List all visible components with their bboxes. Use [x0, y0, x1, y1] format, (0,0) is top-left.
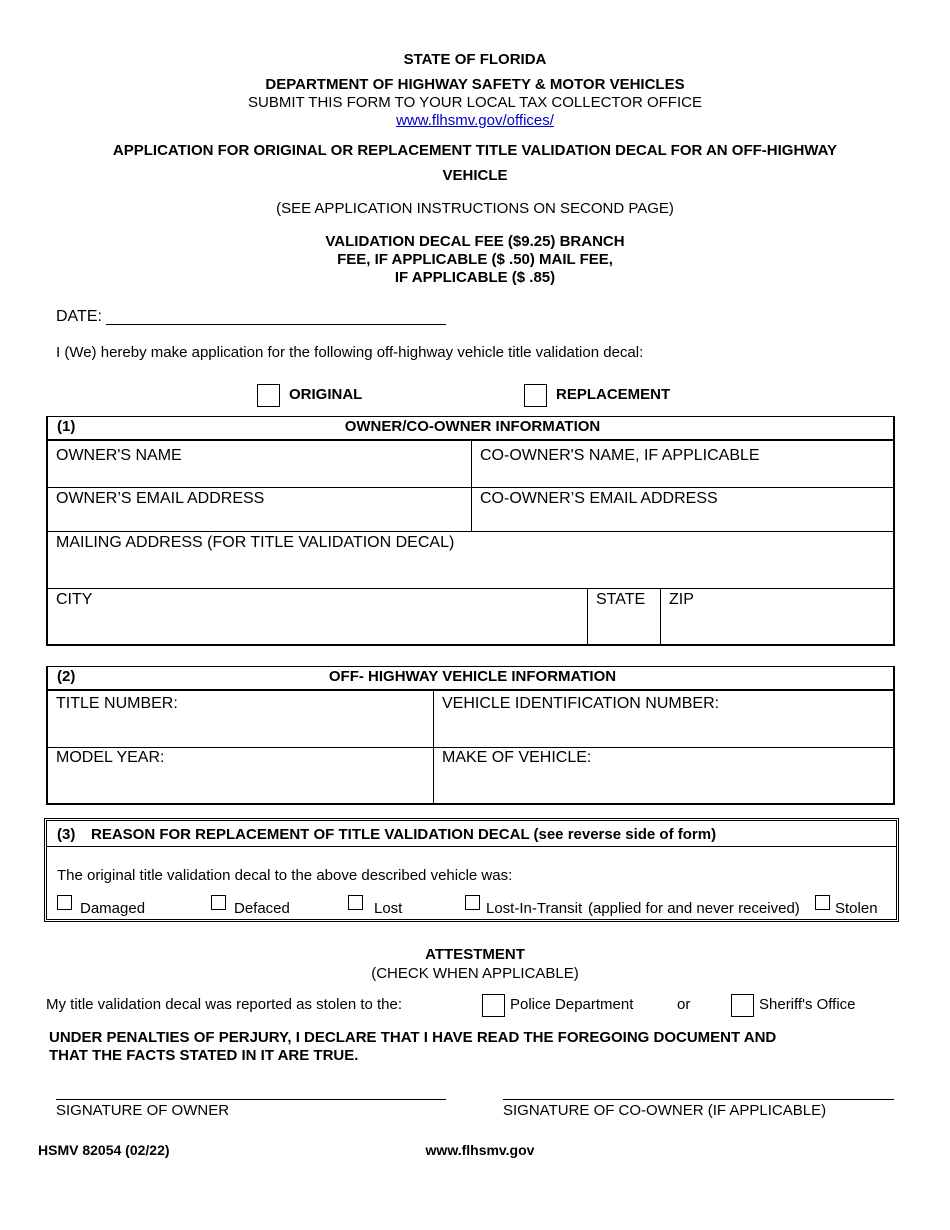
- sheriff-office-checkbox[interactable]: [731, 994, 754, 1017]
- section2-vehicle-info: [46, 666, 895, 805]
- state-field[interactable]: STATE: [596, 591, 646, 608]
- damaged-checkbox[interactable]: [57, 895, 72, 910]
- date-field[interactable]: [106, 324, 446, 325]
- mailing-address-field[interactable]: MAILING ADDRESS (FOR TITLE VALIDATION DECAL): [56, 534, 455, 551]
- department-heading: DEPARTMENT OF HIGHWAY SAFETY & MOTOR VEHICLES: [265, 76, 685, 93]
- section2-number: (2): [57, 668, 76, 685]
- replacement-checkbox[interactable]: [524, 384, 547, 407]
- section3-statement: The original title validation decal to the above described vehicle was:: [57, 867, 513, 884]
- replacement-label: REPLACEMENT: [556, 386, 671, 403]
- form-number: HSMV 82054 (02/22): [38, 1142, 170, 1158]
- lost-checkbox[interactable]: [348, 895, 363, 910]
- section1-owner-info: [46, 416, 895, 646]
- attestment-title: ATTESTMENT: [425, 946, 525, 963]
- coowner-signature-line[interactable]: [503, 1099, 894, 1100]
- defaced-checkbox[interactable]: [211, 895, 226, 910]
- row-divider-3: [48, 588, 895, 589]
- date-label: DATE:: [56, 308, 102, 325]
- owner-signature-line[interactable]: [56, 1099, 446, 1100]
- section3-number: (3): [57, 826, 76, 843]
- damaged-label: Damaged: [80, 900, 146, 917]
- owner-email-field[interactable]: OWNER’S EMAIL ADDRESS: [56, 490, 265, 507]
- stolen-statement: My title validation decal was reported as stolen to the:: [46, 996, 403, 1013]
- stolen-label: Stolen: [835, 900, 878, 917]
- state-zip-divider: [660, 588, 661, 645]
- section2-row-divider: [48, 747, 895, 748]
- attestment-subtitle: (CHECK WHEN APPLICABLE): [371, 965, 579, 982]
- original-label: ORIGINAL: [289, 386, 363, 403]
- model-year-field[interactable]: MODEL YEAR:: [56, 749, 165, 766]
- offices-link-wrap: [0, 112, 950, 129]
- lost-in-transit-note: (applied for and never received): [588, 900, 800, 917]
- stolen-checkbox[interactable]: [815, 895, 830, 910]
- defaced-label: Defaced: [234, 900, 290, 917]
- city-state-divider: [587, 588, 588, 645]
- coowner-email-field[interactable]: CO-OWNER’S EMAIL ADDRESS: [480, 490, 718, 507]
- lost-in-transit-checkbox[interactable]: [465, 895, 480, 910]
- or-text: or: [677, 996, 691, 1013]
- make-field[interactable]: MAKE OF VEHICLE:: [442, 749, 592, 766]
- section3-header-divider: [47, 846, 896, 847]
- section2-header-divider: [48, 689, 895, 691]
- city-field[interactable]: CITY: [56, 591, 93, 608]
- section3-title: REASON FOR REPLACEMENT OF TITLE VALIDATION DECAL (see reverse side of form): [91, 826, 717, 843]
- lost-label: Lost: [374, 900, 403, 917]
- fee-line3: IF APPLICABLE ($ .85): [394, 269, 556, 286]
- original-checkbox[interactable]: [257, 384, 280, 407]
- form-title-line1: APPLICATION FOR ORIGINAL OR REPLACEMENT TITLE VALIDATION DECAL FOR AN OFF-HIGHWAY: [112, 142, 838, 159]
- offices-link[interactable]: www.flhsmv.gov/offices/: [396, 112, 554, 129]
- perjury-line1: UNDER PENALTIES OF PERJURY, I DECLARE THAT I HAVE READ THE FOREGOING DOCUMENT AND: [49, 1029, 777, 1046]
- lost-in-transit-label: Lost-In-Transit: [486, 900, 583, 917]
- submit-note: SUBMIT THIS FORM TO YOUR LOCAL TAX COLLECTOR OFFICE: [248, 94, 702, 111]
- police-department-checkbox[interactable]: [482, 994, 505, 1017]
- police-department-label: Police Department: [510, 996, 634, 1013]
- fee-line2: FEE, IF APPLICABLE ($ .50) MAIL FEE,: [337, 251, 613, 268]
- section2-title: OFF- HIGHWAY VEHICLE INFORMATION: [328, 668, 617, 685]
- owner-signature-label: SIGNATURE OF OWNER: [56, 1102, 230, 1119]
- application-statement: I (We) hereby make application for the following off-highway vehicle title validation decal:: [56, 344, 644, 361]
- row-divider-2: [48, 531, 895, 532]
- zip-field[interactable]: ZIP: [669, 591, 694, 608]
- vin-field[interactable]: VEHICLE IDENTIFICATION NUMBER:: [442, 695, 720, 712]
- state-heading: STATE OF FLORIDA: [403, 51, 547, 68]
- coowner-name-field[interactable]: CO-OWNER'S NAME, IF APPLICABLE: [480, 447, 760, 464]
- row-divider-1: [48, 487, 895, 488]
- perjury-line2: THAT THE FACTS STATED IN IT ARE TRUE.: [49, 1047, 359, 1064]
- owner-name-field[interactable]: OWNER'S NAME: [56, 447, 182, 464]
- fee-line1: VALIDATION DECAL FEE ($9.25) BRANCH: [325, 233, 625, 250]
- section3-replacement-reason: [44, 818, 899, 922]
- sheriff-office-label: Sheriff's Office: [759, 996, 856, 1013]
- form-title-line2: VEHICLE: [442, 167, 508, 184]
- footer-website: www.flhsmv.gov: [425, 1142, 535, 1158]
- instructions-note: (SEE APPLICATION INSTRUCTIONS ON SECOND PAGE): [276, 200, 674, 217]
- section1-number: (1): [57, 418, 76, 435]
- coowner-signature-label: SIGNATURE OF CO-OWNER (IF APPLICABLE): [503, 1102, 827, 1119]
- title-number-field[interactable]: TITLE NUMBER:: [56, 695, 178, 712]
- section1-title: OWNER/CO-OWNER INFORMATION: [344, 418, 601, 435]
